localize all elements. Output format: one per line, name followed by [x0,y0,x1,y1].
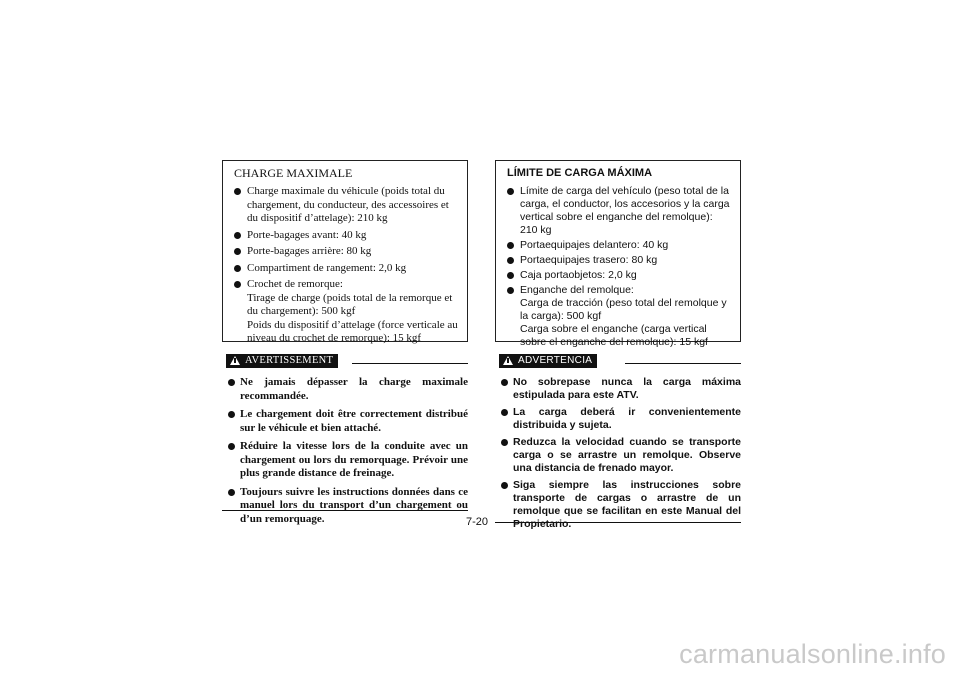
bullet-icon [228,443,235,450]
list-item: Portaequipajes trasero: 80 kg [504,254,732,267]
footer-rule-right [495,522,741,523]
spanish-column [495,160,741,535]
bullet-icon [234,188,241,195]
list-item: La carga deberá ir convenientemente distribuida y sujeta. [495,406,741,432]
warning-rule [625,363,741,364]
warning-rule [352,363,468,364]
bullet-icon [501,482,508,489]
warning-list [495,376,741,531]
list-item: Caja portaobjetos: 2,0 kg [504,269,732,282]
bullet-icon [234,281,241,288]
page-number: 7-20 [466,516,489,528]
list-item: Compartiment de rangement: 2,0 kg [231,262,459,276]
bullet-icon [228,379,235,386]
list-item: Enganche del remolque: Carga de tracción (peso total del remolque y la carga): 500 kgf Carga sobre el enganche (carga vertical sobre el enganche del remolque): 15 kgf [504,284,732,349]
bullet-icon [501,379,508,386]
footer-rule-left [222,510,468,511]
list-item: Límite de carga del vehículo (peso total de la carga, el conductor, los accesorios y la carga vertical sobre el enganche del remolque): 210 kg [504,185,732,237]
list-item: Crochet de remorque: Tirage de charge (poids total de la remorque et du chargement): 500 kgf Poids du dispositif d’attelage (force verticale au niveau du crochet de remorque): 15 kgf [231,278,459,346]
list-item: Porte-bagages arrière: 80 kg [231,245,459,259]
list-item: Toujours suivre les instructions données dans ce manuel lors du transport d’un chargement ou d’un remorquage. [222,486,468,527]
list-item: Reduzca la velocidad cuando se transporte carga o se arrastre un remolque. Observe una distancia de frenado mayor. [495,436,741,475]
warning-header [495,354,741,370]
watermark: carmanualsonline.info [679,639,946,669]
box-list [504,185,732,349]
list-item: Charge maximale du véhicule (poids total du chargement, du conducteur, des accessoires et du dispositif d’attelage): 210 kg [231,185,459,226]
warning-header [222,354,468,370]
bullet-icon [507,188,514,195]
box-list [231,185,459,346]
list-item: Réduire la vitesse lors de la conduite avec un chargement ou lors du remorquage. Prévoir une plus grande distance de freinage. [222,440,468,481]
max-load-box [222,160,468,342]
list-item: Ne jamais dépasser la charge maximale recommandée. [222,376,468,403]
box-title: CHARGE MAXIMALE [234,166,353,180]
warning-badge: AVERTISSEMENT [226,354,338,368]
list-item: Porte-bagages avant: 40 kg [231,229,459,243]
bullet-icon [228,411,235,418]
bullet-icon [501,409,508,416]
list-item: Siga siempre las instrucciones sobre transporte de cargas o arrastre de un remolque que se facilitan en este Manual del Propietario. [495,479,741,531]
warning-list [222,376,468,526]
bullet-icon [234,265,241,272]
bullet-icon [507,257,514,264]
bullet-icon [507,242,514,249]
bullet-icon [234,232,241,239]
list-item: Le chargement doit être correctement distribué sur le véhicule et bien attaché. [222,408,468,435]
bullet-icon [228,489,235,496]
box-title: LÍMITE DE CARGA MÁXIMA [507,167,653,179]
warning-badge: ADVERTENCIA [499,354,597,368]
list-item: Portaequipajes delantero: 40 kg [504,239,732,252]
max-load-box [495,160,741,348]
french-column [222,160,468,531]
bullet-icon [507,272,514,279]
bullet-icon [501,439,508,446]
list-item: No sobrepase nunca la carga máxima estipulada para este ATV. [495,376,741,402]
bullet-icon [507,287,514,294]
bullet-icon [234,248,241,255]
